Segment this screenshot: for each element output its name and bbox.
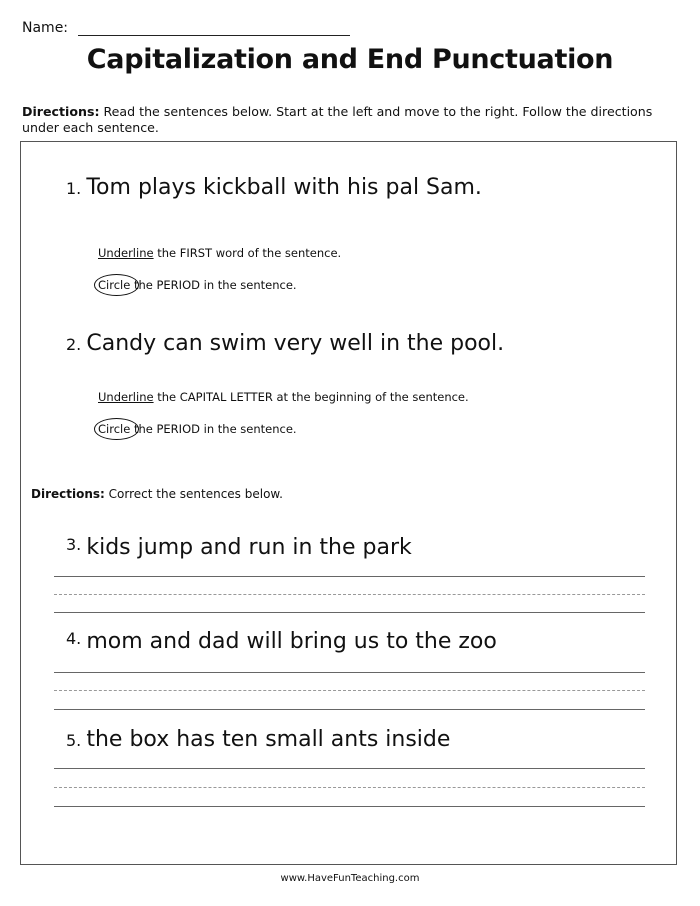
writing-line-mid: [54, 787, 645, 788]
instruction-text: the FIRST word of the sentence.: [153, 246, 342, 260]
item-1-instruction-circle: [98, 278, 297, 292]
writing-line-mid: [54, 690, 645, 691]
writing-line-bottom[interactable]: [54, 806, 645, 807]
underline-verb: Underline: [98, 390, 154, 404]
item-sentence: mom and dad will bring us to the zoo: [86, 629, 497, 654]
name-label: Name:: [22, 20, 69, 36]
footer-url: www.HaveFunTeaching.com: [280, 873, 420, 884]
instruction-text: the PERIOD in the sentence.: [130, 278, 297, 292]
item-2: [66, 331, 504, 356]
item-sentence: kids jump and run in the park: [86, 535, 412, 560]
item-3: [66, 535, 412, 560]
writing-line-top[interactable]: [54, 576, 645, 577]
item-1-instruction-underline: [98, 246, 341, 260]
directions-label: Directions:: [22, 104, 100, 119]
writing-line-top[interactable]: [54, 768, 645, 769]
writing-line-mid: [54, 594, 645, 595]
item-number: 4.: [66, 629, 82, 648]
item-number: 5.: [66, 731, 82, 750]
item-2-instruction-circle: [98, 422, 297, 436]
item-4: [66, 629, 497, 654]
instruction-text: the PERIOD in the sentence.: [130, 422, 297, 436]
directions-text: Read the sentences below. Start at the left and move to the right. Follow the directions under each sentence.: [22, 104, 653, 135]
item-number: 1.: [66, 179, 82, 198]
circle-verb: Circle: [98, 422, 131, 436]
item-sentence: Tom plays kickball with his pal Sam.: [86, 175, 482, 200]
page-title: Capitalization and End Punctuation: [86, 44, 614, 75]
writing-line-bottom[interactable]: [54, 612, 645, 613]
directions-top: [22, 104, 682, 136]
circle-verb: Circle: [98, 278, 131, 292]
item-sentence: Candy can swim very well in the pool.: [86, 331, 505, 356]
item-sentence: the box has ten small ants inside: [86, 727, 451, 752]
item-number: 3.: [66, 535, 82, 554]
directions-correct: [31, 487, 283, 501]
directions-text: Correct the sentences below.: [104, 487, 283, 501]
item-number: 2.: [66, 335, 82, 354]
name-write-line[interactable]: [78, 35, 350, 36]
item-5: [66, 727, 450, 752]
writing-line-top[interactable]: [54, 672, 645, 673]
instruction-text: the CAPITAL LETTER at the beginning of the sentence.: [153, 390, 469, 404]
underline-verb: Underline: [98, 246, 154, 260]
directions-label: Directions:: [31, 487, 105, 501]
item-2-instruction-underline: [98, 390, 469, 404]
item-1: [66, 175, 482, 200]
writing-line-bottom[interactable]: [54, 709, 645, 710]
